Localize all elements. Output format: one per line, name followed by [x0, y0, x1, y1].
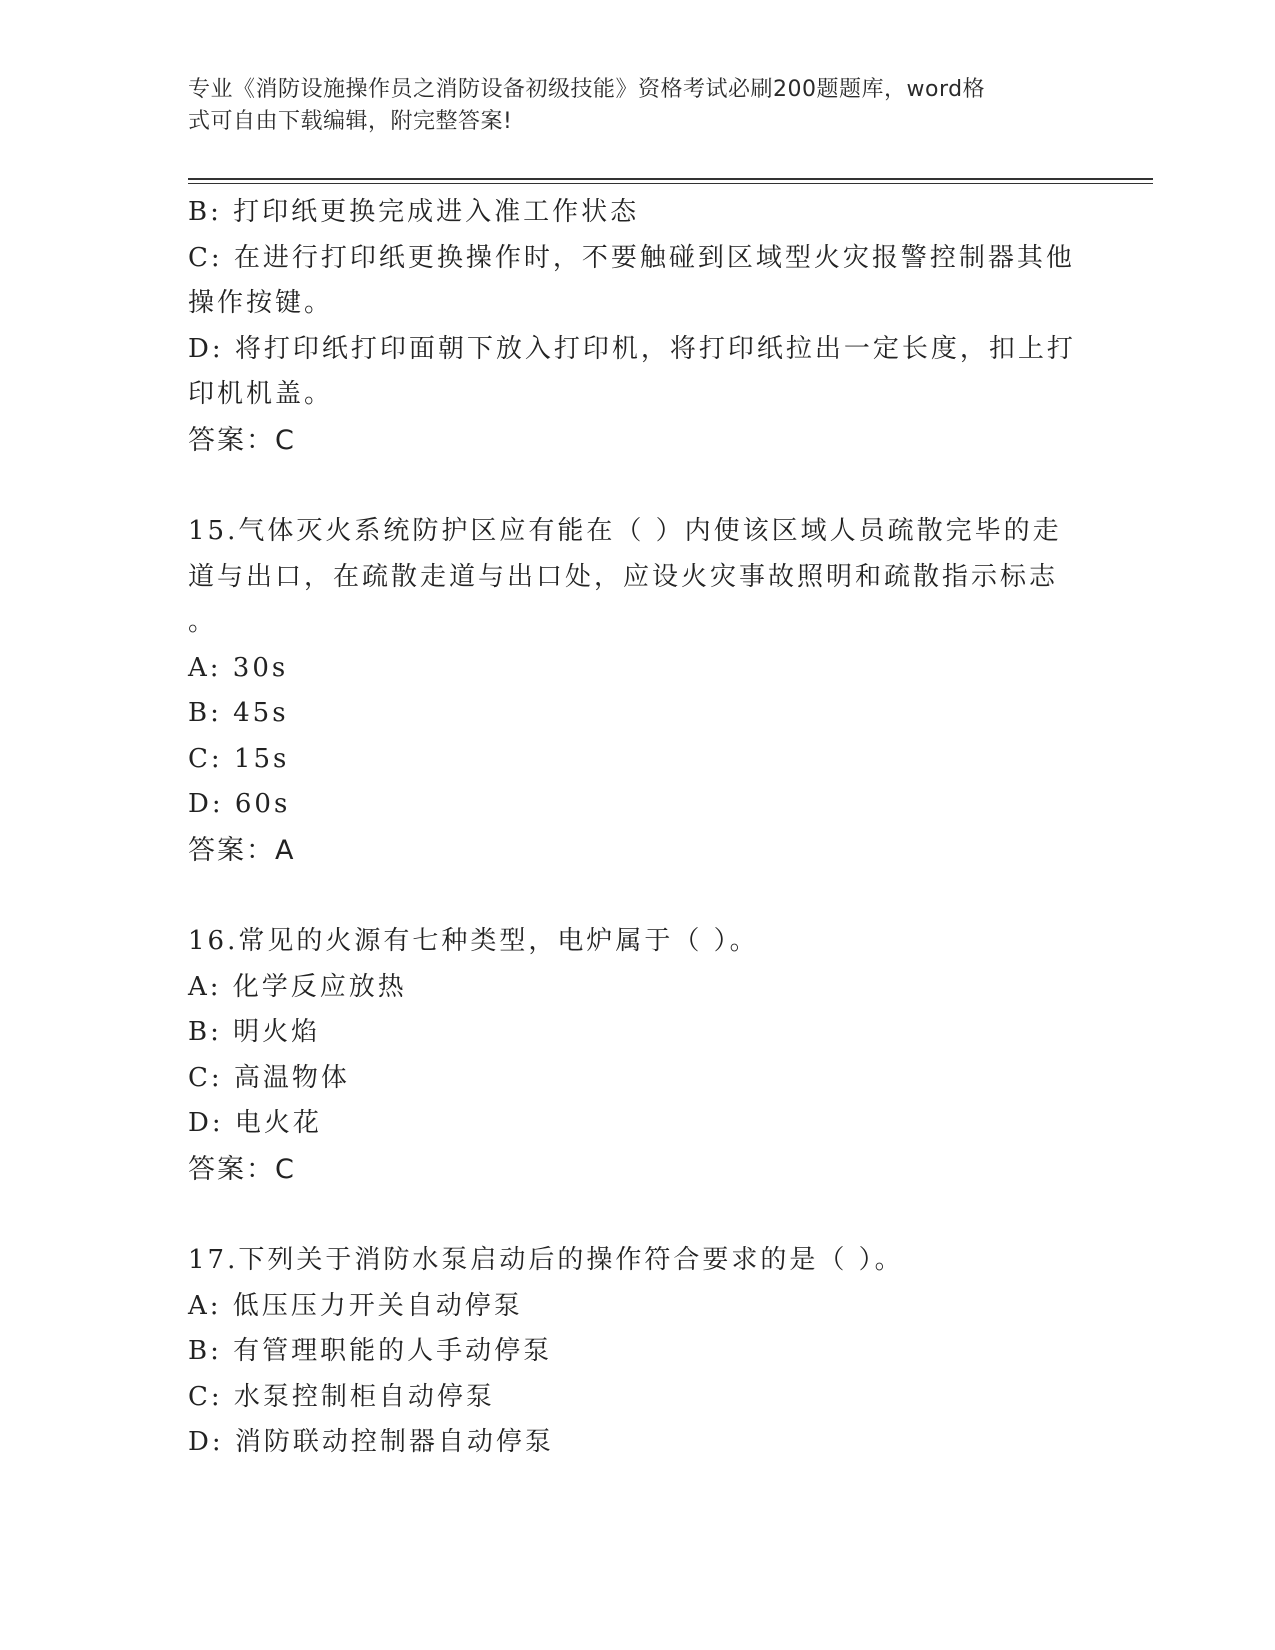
question-16	[188, 919, 1088, 1192]
header-divider-thick	[188, 178, 1153, 180]
option-c-continuation: 操作按键。	[188, 288, 334, 318]
option-b: B: 45s	[188, 698, 289, 728]
question-spacer	[188, 463, 1088, 509]
option-c: C: 在进行打印纸更换操作时，不要触碰到区域型火灾报警控制器其他	[188, 242, 1075, 273]
option-d-continuation: 印机机盖。	[188, 379, 334, 409]
question-spacer	[188, 873, 1088, 919]
option-c: C: 高温物体	[188, 1062, 350, 1093]
option-b: B: 打印纸更换完成进入准工作状态	[188, 197, 640, 227]
option-a: A: 化学反应放热	[188, 971, 407, 1002]
answer-line: 答案：A	[188, 834, 296, 866]
option-d: D: 将打印纸打印面朝下放入打印机，将打印纸拉出一定长度，扣上打	[188, 333, 1076, 364]
option-a: A: 低压压力开关自动停泵	[188, 1290, 523, 1321]
header-divider-thin	[188, 183, 1153, 184]
question-14-continuation	[188, 190, 1088, 463]
header-line-1: 专业《消防设施操作员之消防设备初级技能》资格考试必刷200题题库，word格	[188, 77, 986, 102]
option-d: D: 消防联动控制器自动停泵	[188, 1427, 554, 1457]
option-d: D: 电火花	[188, 1108, 322, 1138]
question-17	[188, 1238, 1088, 1466]
answer-line: 答案：C	[188, 424, 296, 456]
question-stem: 16.常见的火源有七种类型，电炉属于（ ）。	[188, 926, 759, 956]
option-d: D: 60s	[188, 789, 291, 819]
question-stem: 15.气体灭火系统防护区应有能在（ ）内使该区域人员疏散完毕的走	[188, 516, 1062, 546]
answer-line: 答案：C	[188, 1153, 296, 1185]
question-15	[188, 509, 1088, 873]
question-stem-continuation: 道与出口，在疏散走道与出口处，应设火灾事故照明和疏散指示标志	[188, 561, 1059, 592]
option-b: B: 明火焰	[188, 1017, 321, 1047]
document-header	[188, 74, 1068, 138]
option-b: B: 有管理职能的人手动停泵	[188, 1336, 553, 1366]
option-a: A: 30s	[188, 652, 289, 683]
option-c: C: 水泵控制柜自动停泵	[188, 1381, 495, 1412]
question-spacer	[188, 1192, 1088, 1238]
question-stem: 17.下列关于消防水泵启动后的操作符合要求的是（ ）。	[188, 1245, 904, 1275]
option-c: C: 15s	[188, 743, 290, 774]
header-line-2: 式可自由下载编辑，附完整答案!	[188, 109, 513, 134]
document-body	[188, 190, 1088, 1466]
question-stem-continuation: 。	[188, 607, 218, 637]
